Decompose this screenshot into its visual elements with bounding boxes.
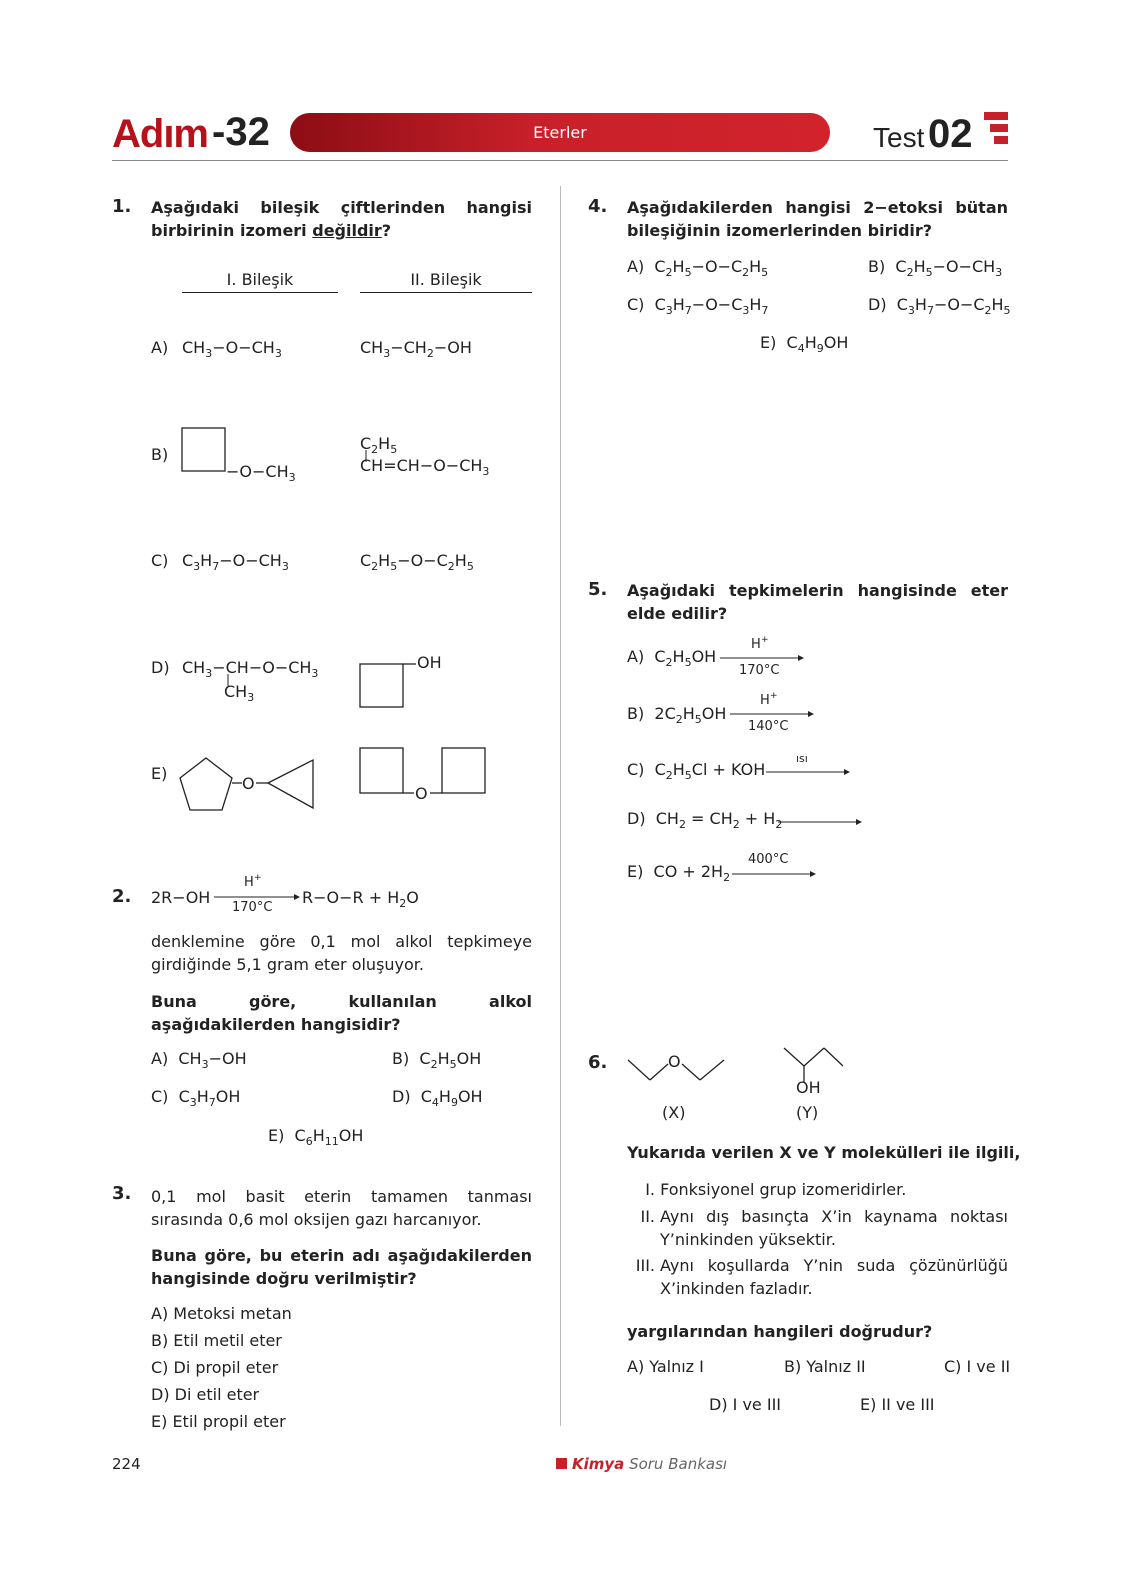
q6-statement-2-text: Aynı dış basınçta X’in kaynama noktası Y’ninkinden yüksektir. bbox=[660, 1207, 1008, 1249]
q2-question: Buna göre, kullanılan alkol aşağıdakilerden hangisidir? bbox=[151, 992, 532, 1034]
q6-statement-3 bbox=[627, 1254, 1008, 1300]
q3-option-e[interactable]: E) Etil propil eter bbox=[151, 1412, 286, 1431]
q3-option-b[interactable]: B) Etil metil eter bbox=[151, 1331, 282, 1350]
q6-y-label: (Y) bbox=[796, 1103, 819, 1122]
unit-number: -32 bbox=[212, 110, 270, 154]
q3-option-c[interactable]: C) Di propil eter bbox=[151, 1358, 279, 1377]
q6-statement-3-num: III. bbox=[635, 1256, 655, 1275]
q1-b-compound2: $CH=CH-O-CH_3$ bbox=[360, 456, 490, 478]
q1-b-cyclobutane-icon bbox=[180, 426, 230, 476]
q2-option-e[interactable]: E) $C_6H_{11}OH$ bbox=[268, 1126, 364, 1148]
q1-d-methyl: $CH_3$ bbox=[224, 682, 255, 704]
q1-number: 1. bbox=[112, 196, 132, 217]
q2-number: 2. bbox=[112, 886, 132, 907]
topic-banner bbox=[290, 113, 830, 152]
svg-text:ısı: ısı bbox=[796, 752, 808, 765]
q1-c-compound2: $C_2H_5-O-C_2H_5$ bbox=[360, 551, 474, 573]
q2-option-d[interactable]: D) $C_4H_9OH$ bbox=[392, 1087, 483, 1109]
q1-e-compound2-icon bbox=[358, 746, 490, 802]
q3-option-d[interactable]: D) Di etil eter bbox=[151, 1385, 260, 1404]
test-number: 02 bbox=[928, 112, 973, 156]
q1-col1-header: I. Bileşik bbox=[182, 268, 338, 293]
column-divider bbox=[560, 186, 561, 1426]
q3-stem: 0,1 mol basit eterin tamamen tanması sırasında 0,6 mol oksijen gazı harcanıyor. bbox=[151, 1187, 532, 1229]
q6-number: 6. bbox=[588, 1052, 608, 1073]
svg-text:140°C: 140°C bbox=[748, 719, 789, 734]
q1-b-compound1: $-O-CH_3$ bbox=[226, 462, 296, 484]
svg-text:H: H bbox=[760, 693, 770, 708]
svg-text:170°C: 170°C bbox=[232, 900, 273, 912]
q3-number: 3. bbox=[112, 1183, 132, 1204]
q6-statement-1 bbox=[627, 1178, 1008, 1201]
svg-text:170°C: 170°C bbox=[739, 663, 780, 678]
q1-d-cyclobutanol-icon bbox=[358, 658, 418, 710]
q6-option-a[interactable]: A) Yalnız I bbox=[627, 1357, 704, 1376]
q1-c-compound1: $C_3H_7-O-CH_3$ bbox=[182, 551, 289, 573]
q5-d-arrow-icon bbox=[776, 812, 866, 832]
header-divider bbox=[112, 160, 1008, 161]
footer-square-icon bbox=[556, 1458, 567, 1469]
q4-option-a[interactable]: A) $C_2H_5-O-C_2H_5$ bbox=[627, 257, 769, 279]
svg-text:O: O bbox=[415, 784, 428, 802]
q1-e-compound1-icon bbox=[178, 752, 323, 816]
q5-c-arrow-icon bbox=[764, 750, 854, 780]
q6-option-c[interactable]: C) I ve II bbox=[944, 1357, 1011, 1376]
brand-logo: Adım bbox=[112, 112, 208, 156]
q4-option-d[interactable]: D) $C_3H_7-O-C_2H_5$ bbox=[868, 295, 1011, 317]
test-logo-icon bbox=[984, 110, 1010, 152]
q5-e-arrow-icon bbox=[730, 848, 820, 882]
q1-text: Aşağıdaki bileşik çiftlerinden hangisi birbirinin izomeri değildir? bbox=[151, 198, 532, 240]
footer-book-title: Kimya Soru Bankası bbox=[572, 1455, 728, 1473]
q4-option-b[interactable]: B) $C_2H_5-O-CH_3$ bbox=[868, 257, 1003, 279]
q1-b-ethyl: $C_2H_5$ bbox=[360, 434, 398, 456]
q5-b-arrow-icon bbox=[728, 688, 818, 734]
q1-a-compound1: $CH_3-O-CH_3$ bbox=[182, 338, 282, 360]
q1-d-compound1: $CH_3-CH-O-CH_3$ bbox=[182, 658, 319, 680]
q4-number: 4. bbox=[588, 196, 608, 217]
q5-option-d[interactable]: D) $CH_2 = CH_2 + H_2$ bbox=[627, 809, 783, 831]
q5-option-a[interactable]: A) $C_2H_5OH$ bbox=[627, 647, 717, 669]
q1-option-a-label: A) bbox=[151, 338, 169, 357]
q3-question: Buna göre, bu eterin adı aşağıdakilerden hangisinde doğru verilmiştir? bbox=[151, 1246, 532, 1288]
q6-option-e[interactable]: E) II ve III bbox=[860, 1395, 935, 1414]
q6-statement-2-num: II. bbox=[640, 1207, 655, 1226]
q5-option-c[interactable]: C) $C_2H_5Cl$ + KOH bbox=[627, 760, 766, 782]
q2-option-c[interactable]: C) $C_3H_7OH$ bbox=[151, 1087, 241, 1109]
q6-statement-1-num: I. bbox=[645, 1180, 655, 1199]
topic-title: Eterler bbox=[533, 123, 587, 142]
q5-text: Aşağıdaki tepkimelerin hangisinde eter elde edilir? bbox=[627, 581, 1008, 623]
q1-option-b-label: B) bbox=[151, 445, 169, 464]
q2-option-a[interactable]: A) $CH_3-OH$ bbox=[151, 1049, 247, 1071]
q5-a-arrow-icon bbox=[718, 632, 808, 678]
q5-option-e[interactable]: E) CO + $2H_2$ bbox=[627, 862, 731, 884]
q4-text: Aşağıdakilerden hangisi 2−etoksi bütan bileşiğinin izomerlerinden biridir? bbox=[627, 198, 1008, 240]
q2-stem: denklemine göre 0,1 mol alkol tepkimeye girdiğinde 5,1 gram eter oluşuyor. bbox=[151, 932, 532, 974]
q6-x-oxygen: O bbox=[668, 1052, 681, 1071]
q3-option-a[interactable]: A) Metoksi metan bbox=[151, 1304, 292, 1323]
q6-stem: Yukarıda verilen X ve Y molekülleri ile ilgili, bbox=[627, 1143, 1021, 1162]
svg-text:+: + bbox=[254, 873, 262, 883]
q2-product: $R-O-R + H_2O$ bbox=[302, 888, 419, 910]
q1-option-e-label: E) bbox=[151, 764, 168, 783]
q6-statement-1-text: Fonksiyonel grup izomeridirler. bbox=[660, 1180, 907, 1199]
q6-option-d[interactable]: D) I ve III bbox=[709, 1395, 782, 1414]
svg-text:+: + bbox=[770, 691, 778, 701]
q6-x-label: (X) bbox=[662, 1103, 686, 1122]
svg-text:H: H bbox=[751, 637, 761, 652]
q1-option-c-label: C) bbox=[151, 551, 169, 570]
q2-reactant: 2R−OH bbox=[151, 888, 211, 907]
svg-text:+: + bbox=[761, 635, 769, 645]
q2-reaction-arrow-icon bbox=[212, 872, 302, 912]
q1-a-compound2: $CH_3-CH_2-OH$ bbox=[360, 338, 472, 360]
page-number: 224 bbox=[112, 1455, 141, 1473]
svg-text:400°C: 400°C bbox=[748, 852, 789, 867]
q6-option-b[interactable]: B) Yalnız II bbox=[784, 1357, 866, 1376]
q2-option-b[interactable]: B) $C_2H_5OH$ bbox=[392, 1049, 482, 1071]
q4-option-c[interactable]: C) $C_3H_7-O-C_3H_7$ bbox=[627, 295, 769, 317]
q5-number: 5. bbox=[588, 579, 608, 600]
q1-col2-header: II. Bileşik bbox=[360, 268, 532, 293]
q6-statement-2 bbox=[627, 1205, 1008, 1251]
q4-option-e[interactable]: E) $C_4H_9OH$ bbox=[760, 333, 849, 355]
q1-d-oh: OH bbox=[417, 653, 442, 672]
q5-option-b[interactable]: B) $2C_2H_5OH$ bbox=[627, 704, 727, 726]
q6-question: yargılarından hangileri doğrudur? bbox=[627, 1322, 933, 1341]
svg-text:H: H bbox=[244, 875, 254, 890]
q6-statement-3-text: Aynı koşullarda Y’nin suda çözünürlüğü X’inkinden fazladır. bbox=[660, 1256, 1008, 1298]
svg-text:O: O bbox=[242, 774, 255, 793]
q1-option-d-label: D) bbox=[151, 658, 170, 677]
q6-y-oh: OH bbox=[796, 1078, 821, 1097]
test-label: Test bbox=[873, 122, 925, 153]
